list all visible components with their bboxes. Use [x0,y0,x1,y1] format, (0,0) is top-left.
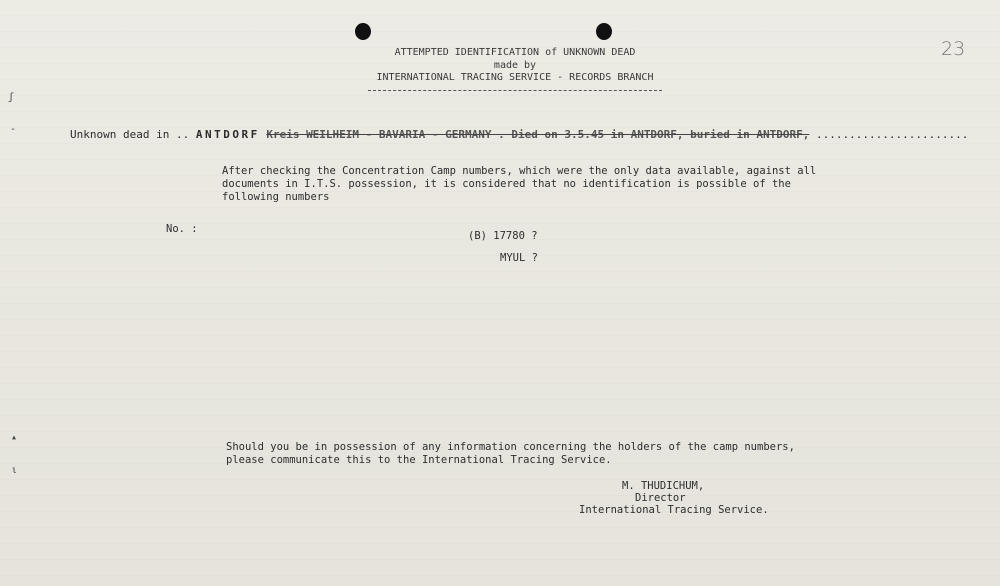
header-title-line2: made by [493,60,537,71]
camp-number: MYUL ? [500,252,538,264]
body-line: documents in I.T.S. possession, it is considered that no identification is possible of the [222,178,791,190]
header-underline [368,90,662,91]
body-paragraph [222,165,816,204]
punch-hole-right [596,23,612,40]
body-line: After checking the Concentration Camp numbers, which were the only data available, against all [222,165,817,177]
struck-details: Kreis WEILHEIM - BAVARIA - GERMANY . Died on 3.5.45 in ANTDORF, buried in ANTDORF, [266,128,810,141]
dotted-fill: ....................... [816,128,969,141]
numbers-label: No. : [166,223,198,235]
burial-place: ANTDORF [195,128,260,141]
punch-hole-left [355,23,371,40]
signatory-organization: International Tracing Service. [579,504,769,516]
margin-mark: - [10,124,17,135]
header-title-line3: INTERNATIONAL TRACING SERVICE - RECORDS BRANCH [376,72,654,83]
signatory-title: Director [635,492,686,504]
body-line: following numbers [222,191,330,203]
header-title-line1: ATTEMPTED IDENTIFICATION of UNKNOWN DEAD [394,47,636,58]
margin-mark: ι [11,465,18,476]
signatory-name: M. THUDICHUM, [622,480,705,492]
page-number: 23 [941,38,966,60]
margin-mark: ʃ [8,92,15,103]
unknown-dead-line [70,128,968,141]
unknown-dead-prefix: Unknown dead in .. [70,128,190,141]
margin-mark: ▴ [11,432,18,443]
camp-number: (B) 17780 ? [468,230,538,242]
footer-paragraph [226,441,795,467]
footer-line: please communicate this to the International Tracing Service. [226,454,612,466]
footer-line: Should you be in possession of any information concerning the holders of the camp numbers, [226,441,795,453]
